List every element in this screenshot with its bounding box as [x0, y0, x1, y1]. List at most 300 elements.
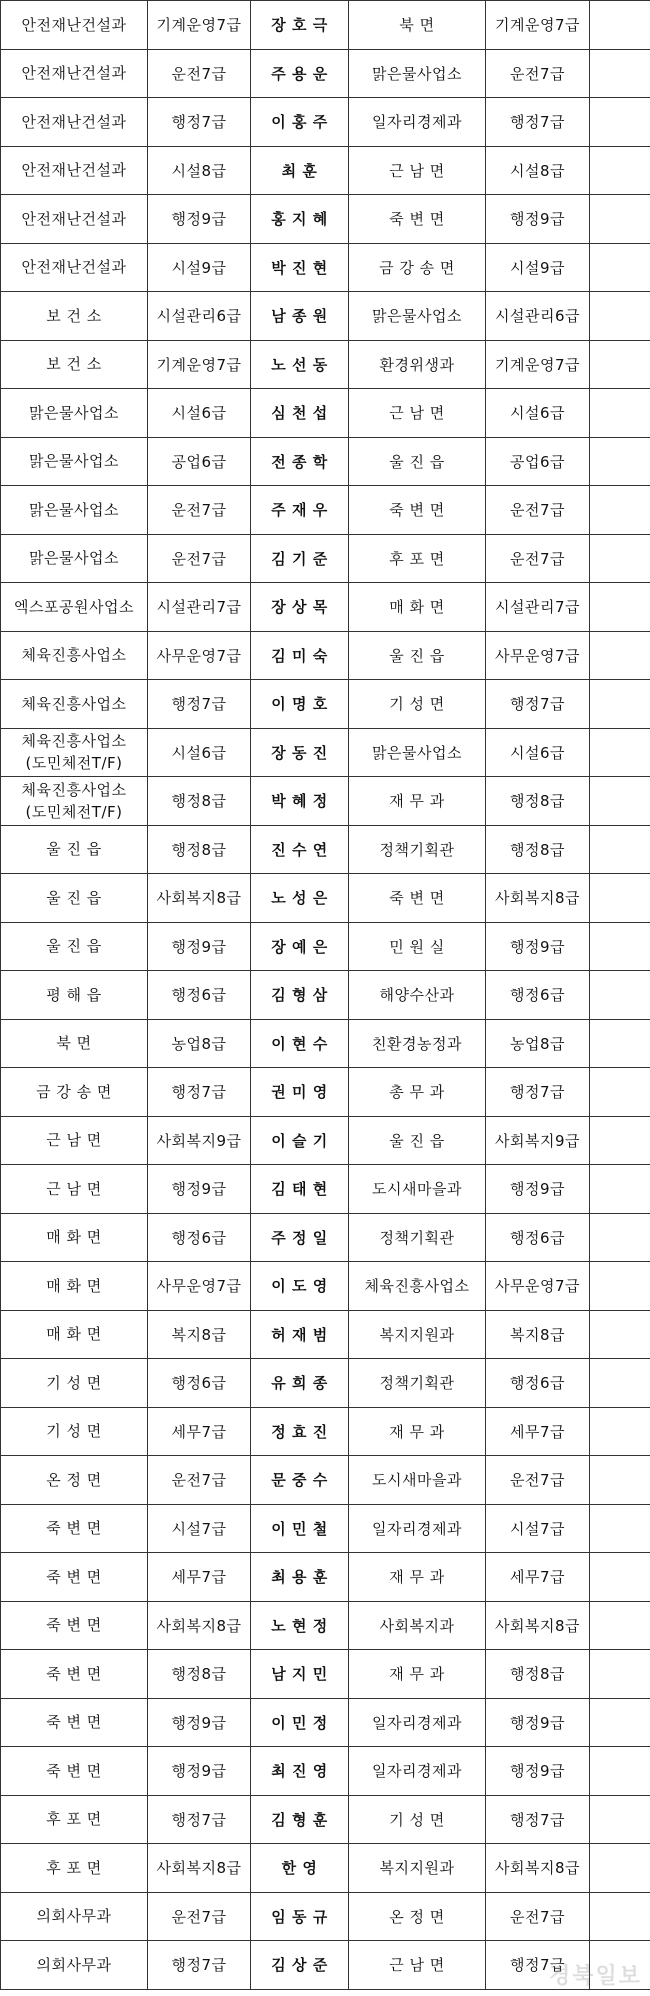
- new-grade-cell: 시설6급: [486, 728, 590, 777]
- table-row: [1, 1116, 650, 1165]
- new-grade-cell: 행정9급: [486, 195, 590, 244]
- to-department-cell: 정책기획관: [349, 1359, 486, 1408]
- to-department-cell: 도시새마을과: [349, 1456, 486, 1505]
- new-grade-cell: 시설9급: [486, 243, 590, 292]
- to-department-cell: 죽 변 면: [349, 874, 486, 923]
- current-grade-cell: 시설관리7급: [148, 583, 251, 632]
- current-grade-cell: 시설9급: [148, 243, 251, 292]
- remarks-cell: [590, 389, 650, 438]
- from-department-cell: [1, 292, 148, 341]
- new-grade-cell: 운전7급: [486, 1892, 590, 1941]
- current-grade-cell: 사회복지8급: [148, 874, 251, 923]
- from-department-text: (도민체전T/F): [25, 754, 123, 773]
- to-department-cell: 재 무 과: [349, 1407, 486, 1456]
- remarks-cell: [590, 1407, 650, 1456]
- employee-name-cell: 박 진 현: [251, 243, 349, 292]
- current-grade-cell: 행정7급: [148, 680, 251, 729]
- table-row: [1, 98, 650, 147]
- current-grade-cell: 행정9급: [148, 1698, 251, 1747]
- remarks-cell: [590, 1650, 650, 1699]
- table-row: [1, 340, 650, 389]
- current-grade-cell: 행정6급: [148, 1213, 251, 1262]
- to-department-cell: 복지지원과: [349, 1310, 486, 1359]
- table-row: [1, 1165, 650, 1214]
- current-grade-cell: 농업8급: [148, 1019, 251, 1068]
- remarks-cell: [590, 1892, 650, 1941]
- from-department-text: 죽 변 면: [46, 1713, 102, 1732]
- table-row: [1, 583, 650, 632]
- current-grade-cell: 행정9급: [148, 1165, 251, 1214]
- from-department-text: 맑은물사업소: [29, 452, 119, 471]
- from-department-cell: [1, 777, 148, 826]
- new-grade-cell: 시설8급: [486, 146, 590, 195]
- from-department-text: 기 성 면: [46, 1422, 102, 1441]
- remarks-cell: [590, 486, 650, 535]
- remarks-cell: [590, 1698, 650, 1747]
- current-grade-cell: 기계운영7급: [148, 340, 251, 389]
- table-row: [1, 728, 650, 777]
- new-grade-cell: 행정7급: [486, 680, 590, 729]
- from-department-cell: [1, 874, 148, 923]
- from-department-text: 울 진 읍: [46, 937, 102, 956]
- to-department-cell: 정책기획관: [349, 1213, 486, 1262]
- from-department-cell: [1, 195, 148, 244]
- remarks-cell: [590, 292, 650, 341]
- from-department-cell: [1, 1359, 148, 1408]
- from-department-cell: [1, 825, 148, 874]
- to-department-cell: 복지지원과: [349, 1844, 486, 1893]
- from-department-cell: [1, 1456, 148, 1505]
- to-department-cell: 맑은물사업소: [349, 728, 486, 777]
- remarks-cell: [590, 1262, 650, 1311]
- employee-name-cell: 주 재 우: [251, 486, 349, 535]
- employee-name-cell: 노 선 동: [251, 340, 349, 389]
- remarks-cell: [590, 971, 650, 1020]
- from-department-text: 후 포 면: [46, 1810, 102, 1829]
- employee-name-cell: 임 동 규: [251, 1892, 349, 1941]
- table-row: [1, 437, 650, 486]
- current-grade-cell: 시설8급: [148, 146, 251, 195]
- from-department-text: 보 건 소: [46, 306, 102, 325]
- from-department-cell: [1, 486, 148, 535]
- new-grade-cell: 운전7급: [486, 49, 590, 98]
- table-row: [1, 1795, 650, 1844]
- from-department-cell: [1, 1650, 148, 1699]
- from-department-text: 평 해 읍: [46, 985, 102, 1004]
- from-department-text: 맑은물사업소: [29, 403, 119, 422]
- new-grade-cell: 행정8급: [486, 777, 590, 826]
- to-department-cell: 총 무 과: [349, 1068, 486, 1117]
- current-grade-cell: 사회복지9급: [148, 1116, 251, 1165]
- from-department-text: 죽 변 면: [46, 1519, 102, 1538]
- new-grade-cell: 행정6급: [486, 1213, 590, 1262]
- employee-name-cell: 이 슬 기: [251, 1116, 349, 1165]
- employee-name-cell: 김 미 숙: [251, 631, 349, 680]
- table-row: [1, 1747, 650, 1796]
- remarks-cell: [590, 1601, 650, 1650]
- watermark: 경북일보: [548, 1963, 642, 1989]
- employee-name-cell: 최 진 영: [251, 1747, 349, 1796]
- current-grade-cell: 운전7급: [148, 486, 251, 535]
- table-row: [1, 1504, 650, 1553]
- table-row: [1, 146, 650, 195]
- table-row: [1, 1019, 650, 1068]
- from-department-text: 안전재난건설과: [21, 64, 127, 83]
- from-department-cell: [1, 534, 148, 583]
- employee-name-cell: 이 민 정: [251, 1698, 349, 1747]
- to-department-cell: 북 면: [349, 1, 486, 50]
- table-row: [1, 243, 650, 292]
- from-department-text: 의회사무과: [36, 1907, 112, 1926]
- to-department-cell: 일자리경제과: [349, 1504, 486, 1553]
- from-department-cell: [1, 437, 148, 486]
- from-department-text: 체육진흥사업소: [21, 694, 127, 713]
- remarks-cell: [590, 1019, 650, 1068]
- to-department-cell: 근 남 면: [349, 1941, 486, 1990]
- from-department-cell: [1, 1116, 148, 1165]
- remarks-cell: [590, 49, 650, 98]
- remarks-cell: [590, 437, 650, 486]
- remarks-cell: [590, 1165, 650, 1214]
- table-row: [1, 825, 650, 874]
- table-row: [1, 1359, 650, 1408]
- from-department-text: 체육진흥사업소: [21, 646, 127, 665]
- employee-name-cell: 최 훈: [251, 146, 349, 195]
- from-department-text: 맑은물사업소: [29, 500, 119, 519]
- table-row: [1, 389, 650, 438]
- to-department-cell: 기 성 면: [349, 1795, 486, 1844]
- employee-name-cell: 한 영: [251, 1844, 349, 1893]
- table-row: [1, 1262, 650, 1311]
- from-department-text: 안전재난건설과: [21, 209, 127, 228]
- to-department-cell: 후 포 면: [349, 534, 486, 583]
- remarks-cell: [590, 1795, 650, 1844]
- from-department-cell: [1, 1553, 148, 1602]
- to-department-cell: 죽 변 면: [349, 486, 486, 535]
- employee-name-cell: 이 명 호: [251, 680, 349, 729]
- new-grade-cell: 행정7급: [486, 1068, 590, 1117]
- to-department-cell: 일자리경제과: [349, 1747, 486, 1796]
- new-grade-cell: 행정8급: [486, 1650, 590, 1699]
- from-department-cell: [1, 146, 148, 195]
- from-department-cell: [1, 1, 148, 50]
- table-body: [1, 1, 650, 1990]
- employee-name-cell: 유 희 종: [251, 1359, 349, 1408]
- current-grade-cell: 사회복지8급: [148, 1844, 251, 1893]
- to-department-cell: 정책기획관: [349, 825, 486, 874]
- table-row: [1, 486, 650, 535]
- new-grade-cell: 사회복지9급: [486, 1116, 590, 1165]
- from-department-cell: [1, 631, 148, 680]
- from-department-text: 죽 변 면: [46, 1761, 102, 1780]
- from-department-cell: [1, 1747, 148, 1796]
- from-department-cell: [1, 1844, 148, 1893]
- current-grade-cell: 세무7급: [148, 1553, 251, 1602]
- new-grade-cell: 사회복지8급: [486, 1844, 590, 1893]
- employee-name-cell: 이 민 철: [251, 1504, 349, 1553]
- remarks-cell: [590, 728, 650, 777]
- remarks-cell: [590, 146, 650, 195]
- new-grade-cell: 시설관리7급: [486, 583, 590, 632]
- table-row: [1, 1310, 650, 1359]
- employee-name-cell: 노 현 정: [251, 1601, 349, 1650]
- current-grade-cell: 행정7급: [148, 1068, 251, 1117]
- remarks-cell: [590, 98, 650, 147]
- remarks-cell: [590, 1504, 650, 1553]
- current-grade-cell: 기계운영7급: [148, 1, 251, 50]
- new-grade-cell: 시설6급: [486, 389, 590, 438]
- current-grade-cell: 사무운영7급: [148, 1262, 251, 1311]
- employee-name-cell: 전 종 학: [251, 437, 349, 486]
- employee-name-cell: 이 도 영: [251, 1262, 349, 1311]
- from-department-text: 매 화 면: [46, 1228, 102, 1247]
- employee-name-cell: 주 용 운: [251, 49, 349, 98]
- table-row: [1, 1407, 650, 1456]
- table-row: [1, 195, 650, 244]
- from-department-cell: [1, 728, 148, 777]
- from-department-cell: [1, 583, 148, 632]
- from-department-text: 금 강 송 면: [36, 1082, 112, 1101]
- table-row: [1, 1213, 650, 1262]
- remarks-cell: [590, 874, 650, 923]
- table-row: [1, 1553, 650, 1602]
- remarks-cell: [590, 243, 650, 292]
- from-department-text: 안전재난건설과: [21, 112, 127, 131]
- new-grade-cell: 세무7급: [486, 1407, 590, 1456]
- new-grade-cell: 행정7급: [486, 98, 590, 147]
- from-department-cell: [1, 243, 148, 292]
- employee-name-cell: 김 기 준: [251, 534, 349, 583]
- from-department-text: 체육진흥사업소: [21, 780, 127, 799]
- from-department-cell: [1, 1941, 148, 1990]
- remarks-cell: [590, 1941, 650, 1990]
- new-grade-cell: 농업8급: [486, 1019, 590, 1068]
- current-grade-cell: 사무운영7급: [148, 631, 251, 680]
- new-grade-cell: 사회복지8급: [486, 1601, 590, 1650]
- from-department-text: 울 진 읍: [46, 888, 102, 907]
- employee-name-cell: 이 홍 주: [251, 98, 349, 147]
- remarks-cell: [590, 777, 650, 826]
- current-grade-cell: 행정7급: [148, 98, 251, 147]
- current-grade-cell: 공업6급: [148, 437, 251, 486]
- new-grade-cell: 운전7급: [486, 486, 590, 535]
- from-department-cell: [1, 1165, 148, 1214]
- current-grade-cell: 운전7급: [148, 1456, 251, 1505]
- current-grade-cell: 운전7급: [148, 534, 251, 583]
- to-department-cell: 맑은물사업소: [349, 292, 486, 341]
- employee-name-cell: 김 태 현: [251, 1165, 349, 1214]
- to-department-cell: 사회복지과: [349, 1601, 486, 1650]
- employee-name-cell: 김 상 준: [251, 1941, 349, 1990]
- current-grade-cell: 행정8급: [148, 777, 251, 826]
- new-grade-cell: 공업6급: [486, 437, 590, 486]
- employee-name-cell: 장 상 목: [251, 583, 349, 632]
- from-department-text: 체육진흥사업소: [21, 732, 127, 751]
- from-department-cell: [1, 1262, 148, 1311]
- from-department-cell: [1, 1068, 148, 1117]
- table-row: [1, 292, 650, 341]
- current-grade-cell: 행정9급: [148, 1747, 251, 1796]
- new-grade-cell: 행정9급: [486, 1165, 590, 1214]
- to-department-cell: 죽 변 면: [349, 195, 486, 244]
- employee-name-cell: 홍 지 혜: [251, 195, 349, 244]
- to-department-cell: 울 진 읍: [349, 1116, 486, 1165]
- to-department-cell: 울 진 읍: [349, 631, 486, 680]
- current-grade-cell: 세무7급: [148, 1407, 251, 1456]
- table-row: [1, 1, 650, 50]
- from-department-text: 죽 변 면: [46, 1567, 102, 1586]
- employee-name-cell: 권 미 영: [251, 1068, 349, 1117]
- remarks-cell: [590, 825, 650, 874]
- table-row: [1, 49, 650, 98]
- table-row: [1, 1844, 650, 1893]
- table-row: [1, 922, 650, 971]
- employee-name-cell: 박 혜 정: [251, 777, 349, 826]
- from-department-text: 안전재난건설과: [21, 15, 127, 34]
- table-row: [1, 1601, 650, 1650]
- to-department-cell: 맑은물사업소: [349, 49, 486, 98]
- to-department-cell: 민 원 실: [349, 922, 486, 971]
- employee-name-cell: 장 호 극: [251, 1, 349, 50]
- table-row: [1, 777, 650, 826]
- new-grade-cell: 운전7급: [486, 1456, 590, 1505]
- employee-name-cell: 주 정 일: [251, 1213, 349, 1262]
- employee-name-cell: 남 종 원: [251, 292, 349, 341]
- remarks-cell: [590, 534, 650, 583]
- remarks-cell: [590, 922, 650, 971]
- employee-name-cell: 장 예 은: [251, 922, 349, 971]
- employee-name-cell: 문 중 수: [251, 1456, 349, 1505]
- remarks-cell: [590, 680, 650, 729]
- remarks-cell: [590, 1310, 650, 1359]
- to-department-cell: 친환경농정과: [349, 1019, 486, 1068]
- from-department-text: 근 남 면: [46, 1131, 102, 1150]
- from-department-text: 엑스포공원사업소: [14, 597, 134, 616]
- new-grade-cell: 행정9급: [486, 922, 590, 971]
- from-department-cell: [1, 1407, 148, 1456]
- remarks-cell: [590, 1116, 650, 1165]
- remarks-cell: [590, 1068, 650, 1117]
- from-department-text: 울 진 읍: [46, 840, 102, 859]
- from-department-cell: [1, 1892, 148, 1941]
- remarks-cell: [590, 1359, 650, 1408]
- current-grade-cell: 시설6급: [148, 389, 251, 438]
- current-grade-cell: 시설7급: [148, 1504, 251, 1553]
- from-department-text: 기 성 면: [46, 1373, 102, 1392]
- remarks-cell: [590, 1553, 650, 1602]
- current-grade-cell: 운전7급: [148, 1892, 251, 1941]
- from-department-text: 의회사무과: [36, 1955, 112, 1974]
- to-department-cell: 온 정 면: [349, 1892, 486, 1941]
- from-department-cell: [1, 1795, 148, 1844]
- table-row: [1, 971, 650, 1020]
- from-department-text: 보 건 소: [46, 355, 102, 374]
- table-row: [1, 1068, 650, 1117]
- new-grade-cell: 복지8급: [486, 1310, 590, 1359]
- current-grade-cell: 행정9급: [148, 195, 251, 244]
- new-grade-cell: 시설관리6급: [486, 292, 590, 341]
- new-grade-cell: 행정7급: [486, 1941, 590, 1990]
- to-department-cell: 해양수산과: [349, 971, 486, 1020]
- new-grade-cell: 운전7급: [486, 534, 590, 583]
- employee-name-cell: 장 동 진: [251, 728, 349, 777]
- from-department-text: 안전재난건설과: [21, 161, 127, 180]
- current-grade-cell: 행정6급: [148, 971, 251, 1020]
- from-department-cell: [1, 971, 148, 1020]
- employee-name-cell: 노 성 은: [251, 874, 349, 923]
- from-department-text: 매 화 면: [46, 1325, 102, 1344]
- to-department-cell: 재 무 과: [349, 1650, 486, 1699]
- remarks-cell: [590, 1456, 650, 1505]
- to-department-cell: 매 화 면: [349, 583, 486, 632]
- to-department-cell: 울 진 읍: [349, 437, 486, 486]
- current-grade-cell: 행정7급: [148, 1941, 251, 1990]
- new-grade-cell: 행정9급: [486, 1747, 590, 1796]
- from-department-cell: [1, 98, 148, 147]
- employee-name-cell: 남 지 민: [251, 1650, 349, 1699]
- from-department-cell: [1, 1504, 148, 1553]
- to-department-cell: 도시새마을과: [349, 1165, 486, 1214]
- new-grade-cell: 시설7급: [486, 1504, 590, 1553]
- remarks-cell: [590, 583, 650, 632]
- current-grade-cell: 행정9급: [148, 922, 251, 971]
- from-department-cell: [1, 1019, 148, 1068]
- to-department-cell: 체육진흥사업소: [349, 1262, 486, 1311]
- current-grade-cell: 운전7급: [148, 49, 251, 98]
- new-grade-cell: 세무7급: [486, 1553, 590, 1602]
- remarks-cell: [590, 1213, 650, 1262]
- current-grade-cell: 행정8급: [148, 825, 251, 874]
- employee-name-cell: 진 수 연: [251, 825, 349, 874]
- current-grade-cell: 시설관리6급: [148, 292, 251, 341]
- from-department-text: 온 정 면: [46, 1470, 102, 1489]
- current-grade-cell: 행정7급: [148, 1795, 251, 1844]
- employee-name-cell: 최 용 훈: [251, 1553, 349, 1602]
- new-grade-cell: 기계운영7급: [486, 1, 590, 50]
- from-department-cell: [1, 1213, 148, 1262]
- remarks-cell: [590, 631, 650, 680]
- table-row: [1, 1892, 650, 1941]
- new-grade-cell: 사회복지8급: [486, 874, 590, 923]
- to-department-cell: 재 무 과: [349, 777, 486, 826]
- employee-name-cell: 허 재 범: [251, 1310, 349, 1359]
- from-department-text: (도민체전T/F): [25, 802, 123, 821]
- employee-name-cell: 김 형 삼: [251, 971, 349, 1020]
- remarks-cell: [590, 1747, 650, 1796]
- new-grade-cell: 행정6급: [486, 971, 590, 1020]
- new-grade-cell: 사무운영7급: [486, 631, 590, 680]
- to-department-cell: 근 남 면: [349, 146, 486, 195]
- to-department-cell: 기 성 면: [349, 680, 486, 729]
- from-department-text: 근 남 면: [46, 1179, 102, 1198]
- new-grade-cell: 행정8급: [486, 825, 590, 874]
- from-department-text: 맑은물사업소: [29, 549, 119, 568]
- from-department-cell: [1, 389, 148, 438]
- current-grade-cell: 복지8급: [148, 1310, 251, 1359]
- from-department-text: 북 면: [56, 1034, 92, 1053]
- from-department-cell: [1, 922, 148, 971]
- remarks-cell: [590, 195, 650, 244]
- remarks-cell: [590, 1844, 650, 1893]
- to-department-cell: 금 강 송 면: [349, 243, 486, 292]
- from-department-cell: [1, 49, 148, 98]
- table-row: [1, 874, 650, 923]
- from-department-text: 매 화 면: [46, 1276, 102, 1295]
- from-department-cell: [1, 1310, 148, 1359]
- to-department-cell: 근 남 면: [349, 389, 486, 438]
- from-department-text: 후 포 면: [46, 1858, 102, 1877]
- remarks-cell: [590, 340, 650, 389]
